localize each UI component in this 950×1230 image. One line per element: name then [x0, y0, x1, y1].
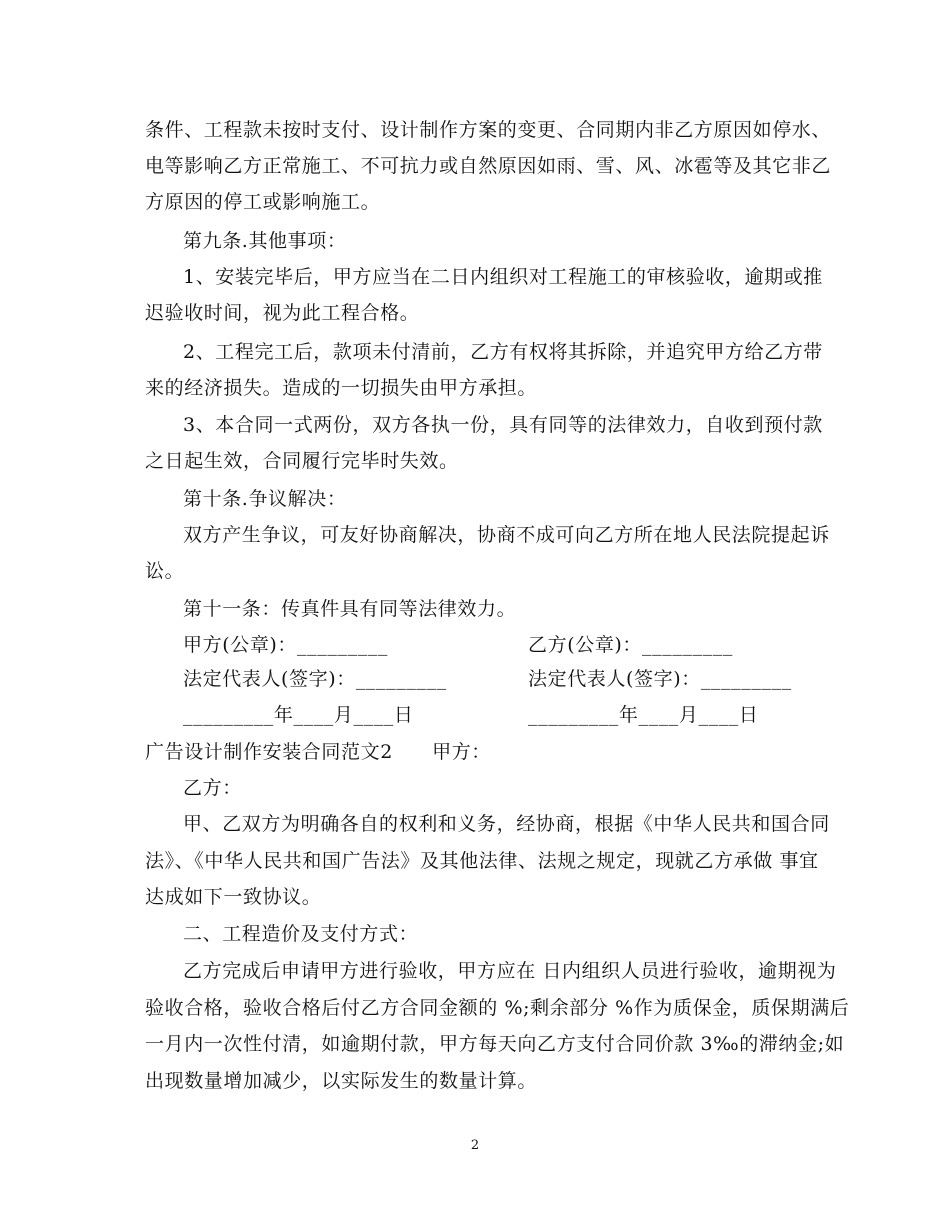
page-number: 2 — [470, 1138, 480, 1153]
text-line: 电等影响乙方正常施工、不可抗力或自然原因如雨、雪、风、冰雹等及其它非乙 — [145, 155, 832, 177]
party-a-seal: 甲方(公章)：_________ — [183, 634, 388, 656]
party-b-seal: 乙方(公章)：_________ — [528, 634, 733, 656]
text-line: 来的经济损失。造成的一切损失由甲方承担。 — [145, 377, 538, 399]
text-line: 出现数量增加减少，以实际发生的数量计算。 — [145, 1070, 538, 1092]
section-heading: 二、工程造价及支付方式： — [183, 923, 419, 945]
party-a-date: _________年____月____日 — [183, 704, 414, 726]
text-line: 甲、乙双方为明确各自的权利和义务，经协商，根据《中华人民共和国合同 — [183, 813, 830, 835]
text-line: 第十一条：传真件具有同等法律效力。 — [183, 598, 517, 620]
text-line: 条件、工程款未按时支付、设计制作方案的变更、合同期内非乙方原因如停水、 — [145, 119, 832, 141]
document-title: 广告设计制作安装合同范文2 甲方： — [145, 741, 491, 763]
text-line: 1、安装完毕后，甲方应当在二日内组织对工程施工的审核验收，逾期或推 — [183, 266, 823, 288]
party-a-representative: 法定代表人(签字)：_________ — [183, 668, 447, 690]
text-line: 双方产生争议，可友好协商解决，协商不成可向乙方所在地人民法院提起诉 — [183, 524, 830, 546]
text-line: 达成如下一致协议。 — [145, 886, 322, 908]
text-line: 一月内一次性付清，如逾期付款，甲方每天向乙方支付合同价款 3‰的滞纳金;如 — [145, 1033, 845, 1055]
text-line: 迟验收时间，视为此工程合格。 — [145, 302, 420, 324]
text-line: 方原因的停工或影响施工。 — [145, 191, 381, 213]
text-line: 验收合格，验收合格后付乙方合同金额的 %;剩余部分 %作为质保金，质保期满后 — [145, 997, 850, 1019]
text-line: 之日起生效，合同履行完毕时失效。 — [145, 450, 459, 472]
text-line: 2、工程完工后，款项未付清前，乙方有权将其拆除，并追究甲方给乙方带 — [183, 341, 823, 363]
party-b-representative: 法定代表人(签字)：_________ — [528, 668, 792, 690]
text-line: 乙方： — [183, 777, 242, 799]
text-line: 讼。 — [145, 560, 185, 582]
text-line: 乙方完成后申请甲方进行验收，甲方应在 日内组织人员进行验收，逾期视为 — [183, 960, 837, 982]
text-line: 3、本合同一式两份，双方各执一份，具有同等的法律效力，自收到预付款 — [183, 414, 823, 436]
text-line: 法》、《中华人民共和国广告法》及其他法律、法规之规定，现就乙方承做 事宜 — [145, 850, 819, 872]
section-heading: 第十条.争议解决： — [183, 488, 347, 510]
section-heading: 第九条.其他事项： — [183, 230, 347, 252]
party-b-date: _________年____月____日 — [528, 704, 759, 726]
